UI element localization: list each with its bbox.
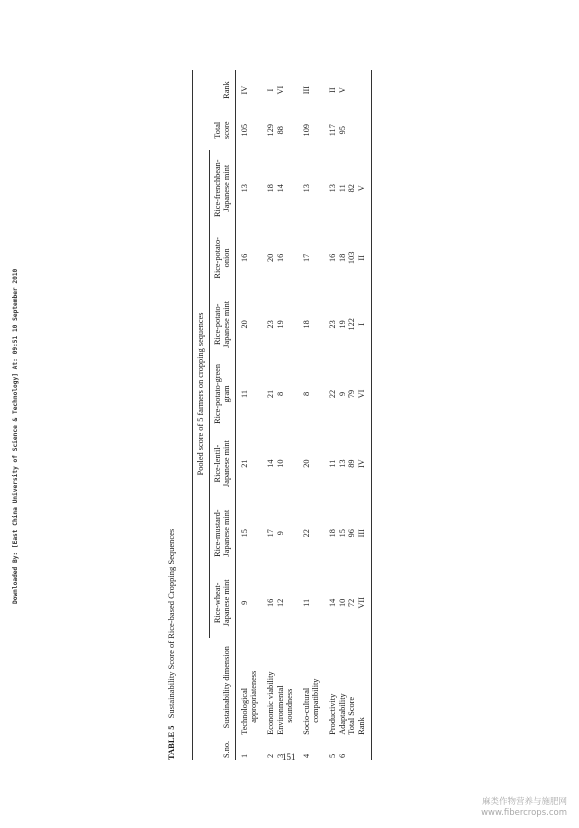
cell-value: 16 xyxy=(275,253,285,262)
cell-dimension xyxy=(276,638,295,737)
cell-value: II xyxy=(357,226,372,289)
cell-value: 21 xyxy=(239,459,249,468)
cell-value: 13 xyxy=(239,184,249,193)
download-note-text: Downloaded By: [East China University of Science & Technology] At: 09:51 10 September 2010 xyxy=(12,268,19,604)
cell-value: 16 xyxy=(239,253,249,262)
group-header: Pooled score of 5 farmers on cropping sequences xyxy=(193,150,210,637)
cell-total: 105 xyxy=(239,123,249,137)
cell-value: 11 xyxy=(327,459,337,468)
cell-value: 9 xyxy=(275,531,285,536)
cell-value: 9 xyxy=(337,391,347,397)
col-sno: S.no. xyxy=(222,740,232,758)
cell-value: 12 xyxy=(275,598,285,607)
cell-rank: VI xyxy=(275,85,285,95)
cell-sno xyxy=(357,737,372,760)
cell-value: 103 xyxy=(347,251,357,265)
watermark-url: www.fibercrops.com xyxy=(481,808,567,818)
cell-sno: 2 xyxy=(265,753,275,758)
cell-dimension xyxy=(338,638,348,737)
cell-sno: 3 xyxy=(275,753,285,758)
cell-value: 8 xyxy=(275,391,285,397)
col-seq5: Rice-potato-Japanese mint xyxy=(212,300,232,348)
cell-value: 89 xyxy=(347,459,357,468)
cell-value: 17 xyxy=(265,529,275,538)
cell-value: 96 xyxy=(347,529,357,538)
rotated-table-page xyxy=(166,70,406,760)
col-seq1: Rice-wheat-Japanese mint xyxy=(212,579,232,627)
cell-rank: I xyxy=(265,88,275,92)
col-total: Total score xyxy=(212,121,232,139)
cell-dimension xyxy=(240,638,259,737)
watermark-text: 麻类作物营养与施肥网 xyxy=(481,797,567,807)
cell-rank: II xyxy=(327,87,337,93)
cell-sno: 6 xyxy=(337,753,347,758)
cell-total: 95 xyxy=(337,126,347,135)
cell-value: 14 xyxy=(275,184,285,193)
cell-dimension xyxy=(347,638,357,737)
cell-value: 16 xyxy=(265,598,275,607)
table-row xyxy=(259,70,276,760)
dim-line-2: soundness xyxy=(285,688,295,723)
watermark xyxy=(481,797,567,819)
cell-total: 117 xyxy=(327,124,337,137)
cell-value: 13 xyxy=(337,459,347,468)
dim-line-2: compatibility xyxy=(311,678,321,723)
cell-value: I xyxy=(357,290,372,360)
cell-value: 22 xyxy=(327,389,337,399)
table-row xyxy=(338,70,348,760)
cell-value: III xyxy=(357,498,372,568)
sustainability-table xyxy=(192,70,372,760)
table-row xyxy=(240,70,259,760)
cell-value: 20 xyxy=(301,459,311,468)
cell-total xyxy=(347,110,357,150)
table-row xyxy=(321,70,338,760)
cell-value: 19 xyxy=(337,320,347,329)
dim-line-1: Total Score xyxy=(347,696,357,735)
cell-sno: 4 xyxy=(301,753,311,758)
cell-value: 72 xyxy=(347,598,357,607)
group-header-row xyxy=(193,70,210,760)
cell-total: 88 xyxy=(275,126,285,135)
cell-sno: 1 xyxy=(239,753,249,758)
download-note xyxy=(12,0,26,828)
cell-value: 18 xyxy=(265,184,275,193)
col-seq6: Rice-potato-onion xyxy=(212,237,232,279)
cell-rank: IV xyxy=(239,85,249,95)
cell-value: 10 xyxy=(275,459,285,468)
cell-value: 122 xyxy=(347,318,357,331)
cell-value: 19 xyxy=(275,320,285,329)
cell-value: 10 xyxy=(337,598,347,607)
cell-dimension xyxy=(321,638,338,737)
cell-total xyxy=(357,110,372,150)
col-seq3: Rice-lentil-Japanese mint xyxy=(212,440,232,487)
col-seq4: Rice-potato-green gram xyxy=(212,363,232,424)
cell-value: IV xyxy=(357,429,372,499)
cell-value: 18 xyxy=(337,253,347,262)
cell-sno: 5 xyxy=(327,753,337,758)
table-row xyxy=(357,70,372,760)
cell-value: 17 xyxy=(301,253,311,262)
cell-total: 129 xyxy=(265,123,275,137)
cell-value: 21 xyxy=(265,389,275,399)
dim-line-1: Adaptability xyxy=(337,693,347,735)
col-rank: Rank xyxy=(222,81,232,99)
cell-value: 23 xyxy=(265,320,275,329)
cell-value: 11 xyxy=(239,389,249,398)
dim-line-2: appropriateness xyxy=(249,670,259,723)
dim-line-1: Rank xyxy=(356,717,366,735)
dim-line-1: Environmental xyxy=(275,685,285,735)
cell-value: 11 xyxy=(337,184,347,193)
cell-value: 20 xyxy=(265,253,275,262)
cell-value: 14 xyxy=(265,459,275,468)
cell-total: 109 xyxy=(301,123,311,137)
dim-line-1: Technological xyxy=(239,687,249,735)
cell-value: 22 xyxy=(301,529,311,538)
page-number: 151 xyxy=(282,752,296,762)
cell-value: 13 xyxy=(301,184,311,193)
dim-line-1: Economic viability xyxy=(265,671,275,735)
cell-value: VI xyxy=(357,359,372,429)
cell-value: 79 xyxy=(347,389,357,399)
cell-sno xyxy=(347,737,357,760)
cell-value: 8 xyxy=(301,391,311,397)
cell-value: 20 xyxy=(239,320,249,329)
cell-rank xyxy=(357,70,372,110)
cell-value: 18 xyxy=(327,529,337,538)
dim-line-1: Productivity xyxy=(327,693,337,735)
table-row xyxy=(276,70,295,760)
table-label: TABLE 5 xyxy=(166,725,176,760)
col-dimension: Sustainability dimension xyxy=(222,646,232,729)
column-header-row xyxy=(213,70,236,760)
table-caption xyxy=(166,70,176,760)
col-seq2: Rice-mustard-Japanese mint xyxy=(212,509,232,557)
cell-dimension xyxy=(295,638,321,737)
cell-dimension xyxy=(259,638,276,737)
cell-value: 18 xyxy=(301,320,311,329)
cell-value: 15 xyxy=(337,529,347,538)
cell-rank xyxy=(347,70,357,110)
cell-value: V xyxy=(357,150,372,226)
cell-value: VII xyxy=(357,568,372,638)
cell-dimension xyxy=(357,638,372,737)
table-row xyxy=(295,70,321,760)
cell-value: 11 xyxy=(301,598,311,607)
table-caption-text: Sustainability Score of Rice-based Cropping Sequences xyxy=(166,528,176,719)
table-row xyxy=(347,70,357,760)
cell-value: 13 xyxy=(327,184,337,193)
cell-rank: V xyxy=(337,87,347,94)
cell-value: 9 xyxy=(239,600,249,605)
cell-value: 23 xyxy=(327,320,337,329)
cell-value: 15 xyxy=(239,529,249,538)
col-seq7: Rice-frenchbean-Japanese mint xyxy=(212,159,232,218)
cell-value: 16 xyxy=(327,253,337,262)
cell-rank: III xyxy=(301,85,311,95)
cell-value: 14 xyxy=(327,598,337,607)
dim-line-1: Socio-cultural xyxy=(301,687,311,735)
cell-value: 82 xyxy=(347,184,357,193)
